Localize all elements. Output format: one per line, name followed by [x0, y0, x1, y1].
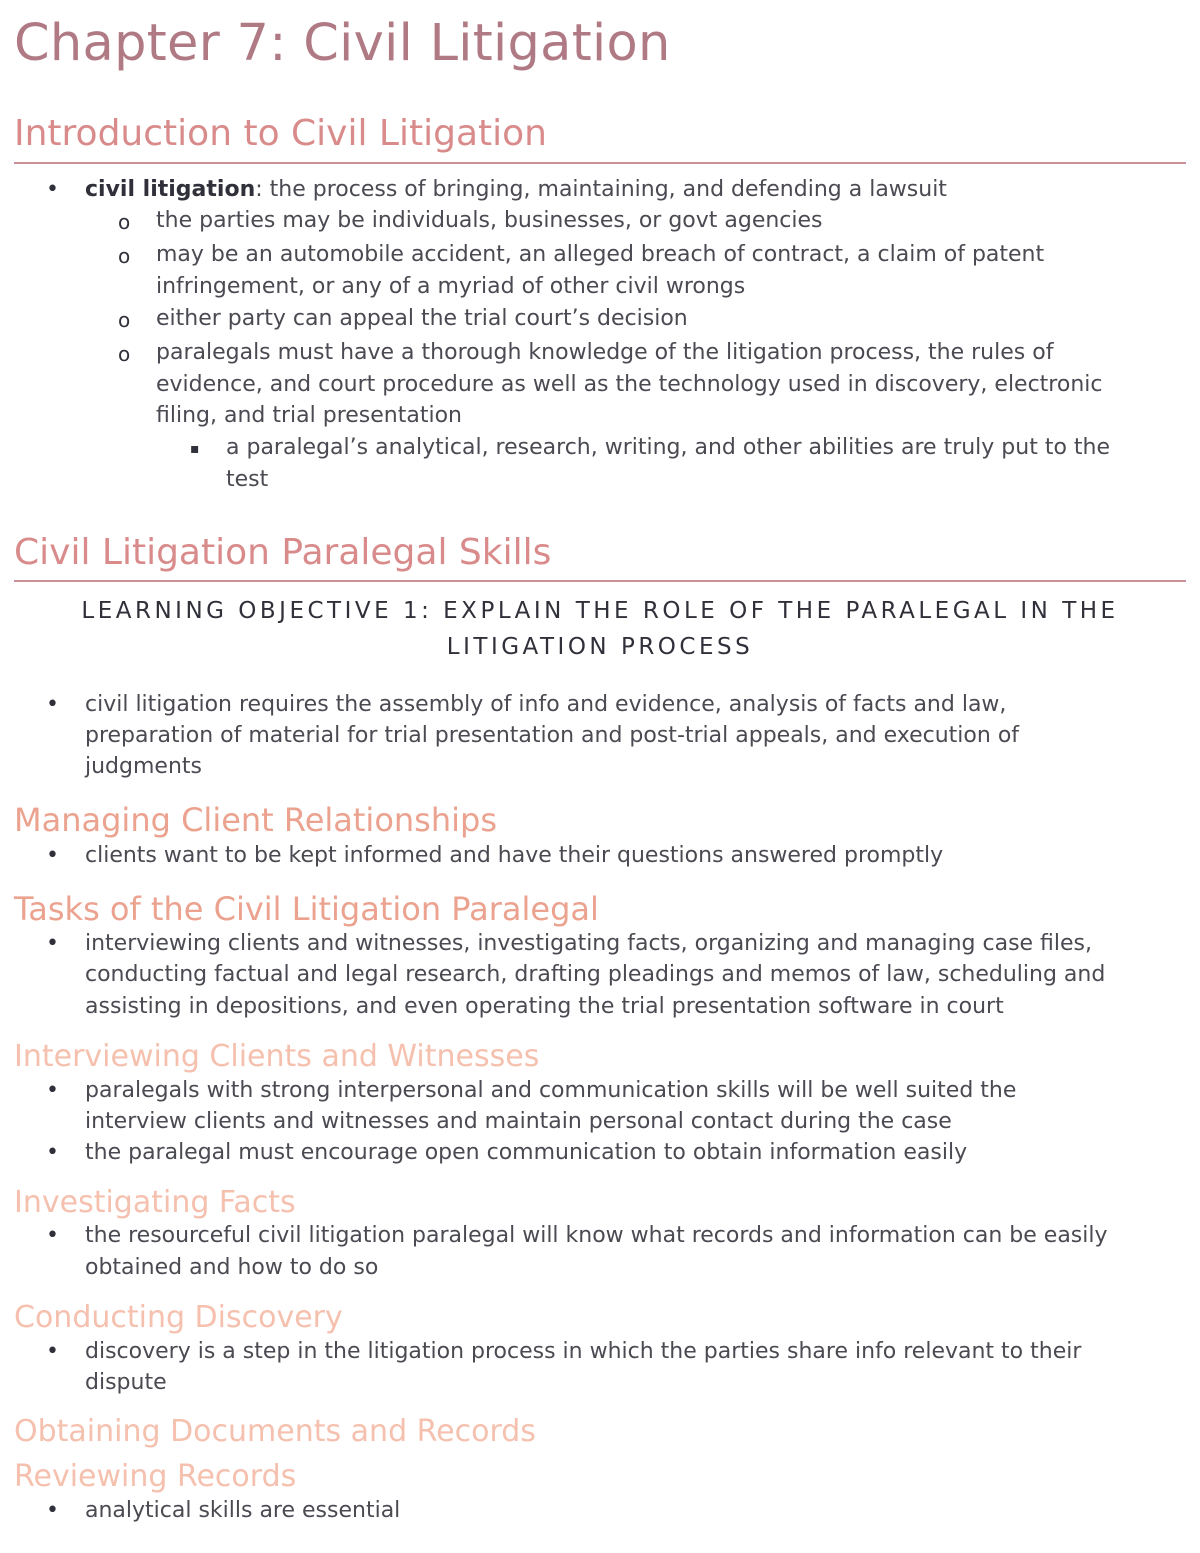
tasks-heading: Tasks of the Civil Litigation Paralegal	[14, 890, 599, 928]
bullet-marker: •	[46, 692, 59, 717]
subsub-bullet-marker: ▪	[190, 441, 200, 457]
sub-bullet-marker: o	[118, 210, 131, 234]
discovery-heading: Conducting Discovery	[14, 1300, 343, 1335]
sub-bullet-marker: o	[118, 308, 131, 332]
bullet-marker: •	[46, 931, 59, 956]
bullet-marker: •	[46, 1223, 59, 1248]
heading-rule	[14, 580, 1186, 582]
list-item: paralegals must have a thorough knowledge of the litigation process, the rules of	[156, 340, 1054, 365]
list-item-continuation: judgments	[85, 754, 202, 779]
obtaining-heading: Obtaining Documents and Records	[14, 1414, 536, 1449]
sub-bullet-marker: o	[118, 342, 131, 366]
list-item-continuation: obtained and how to do so	[85, 1255, 379, 1280]
list-item-continuation: preparation of material for trial presentation and post-trial appeals, and execution of	[85, 723, 1020, 748]
bullet-marker: •	[46, 1339, 59, 1364]
list-item-continuation: conducting factual and legal research, drafting pleadings and memos of law, scheduling and	[85, 962, 1106, 987]
list-item: clients want to be kept informed and have their questions answered promptly	[85, 843, 944, 868]
list-item: analytical skills are essential	[85, 1498, 401, 1523]
list-item: may be an automobile accident, an alleged breach of contract, a claim of patent	[156, 242, 1045, 267]
list-item-continuation: evidence, and court procedure as well as the technology used in discovery, electronic	[156, 372, 1103, 397]
bullet-marker: •	[46, 1140, 59, 1165]
list-item-continuation: filing, and trial presentation	[156, 403, 462, 428]
list-item: either party can appeal the trial court’s decision	[156, 306, 688, 331]
sub-bullet-marker: o	[118, 244, 131, 268]
objective-line: LEARNING OBJECTIVE 1: EXPLAIN THE ROLE OF THE PARALEGAL IN THE	[81, 598, 1119, 624]
list-item: the paralegal must encourage open communication to obtain information easily	[85, 1140, 968, 1165]
bullet-marker: •	[46, 1498, 59, 1523]
list-item	[85, 174, 947, 205]
list-item: discovery is a step in the litigation process in which the parties share info relevant to their	[85, 1339, 1082, 1364]
defined-term: civil litigation	[85, 177, 256, 202]
list-item: the parties may be individuals, businesses, or govt agencies	[156, 208, 823, 233]
list-item-continuation: infringement, or any of a myriad of other civil wrongs	[156, 274, 746, 299]
intro-heading: Introduction to Civil Litigation	[14, 113, 547, 154]
list-item-continuation: interview clients and witnesses and maintain personal contact during the case	[85, 1109, 952, 1134]
reviewing-heading: Reviewing Records	[14, 1459, 297, 1494]
page-title: Chapter 7: Civil Litigation	[14, 14, 671, 73]
term-definition: : the process of bringing, maintaining, and defending a lawsuit	[255, 177, 947, 202]
list-item: the resourceful civil litigation paralegal will know what records and information can be easily	[85, 1223, 1108, 1248]
list-item-continuation: assisting in depositions, and even operating the trial presentation software in court	[85, 994, 1004, 1019]
heading-rule	[14, 162, 1186, 164]
list-item: paralegals with strong interpersonal and communication skills will be well suited the	[85, 1078, 1017, 1103]
bullet-marker: •	[46, 177, 59, 202]
skills-heading: Civil Litigation Paralegal Skills	[14, 532, 552, 573]
managing-heading: Managing Client Relationships	[14, 801, 497, 839]
list-item: interviewing clients and witnesses, investigating facts, organizing and managing case files,	[85, 931, 1093, 956]
learning-objective	[14, 593, 1186, 665]
list-item: civil litigation requires the assembly of info and evidence, analysis of facts and law,	[85, 692, 1007, 717]
list-item-continuation: dispute	[85, 1370, 167, 1395]
list-item-continuation: test	[226, 467, 269, 492]
interviewing-heading: Interviewing Clients and Witnesses	[14, 1039, 540, 1074]
objective-line: LITIGATION PROCESS	[446, 634, 754, 660]
investigating-heading: Investigating Facts	[14, 1185, 296, 1220]
bullet-marker: •	[46, 843, 59, 868]
bullet-marker: •	[46, 1078, 59, 1103]
list-item: a paralegal’s analytical, research, writing, and other abilities are truly put to the	[226, 435, 1111, 460]
